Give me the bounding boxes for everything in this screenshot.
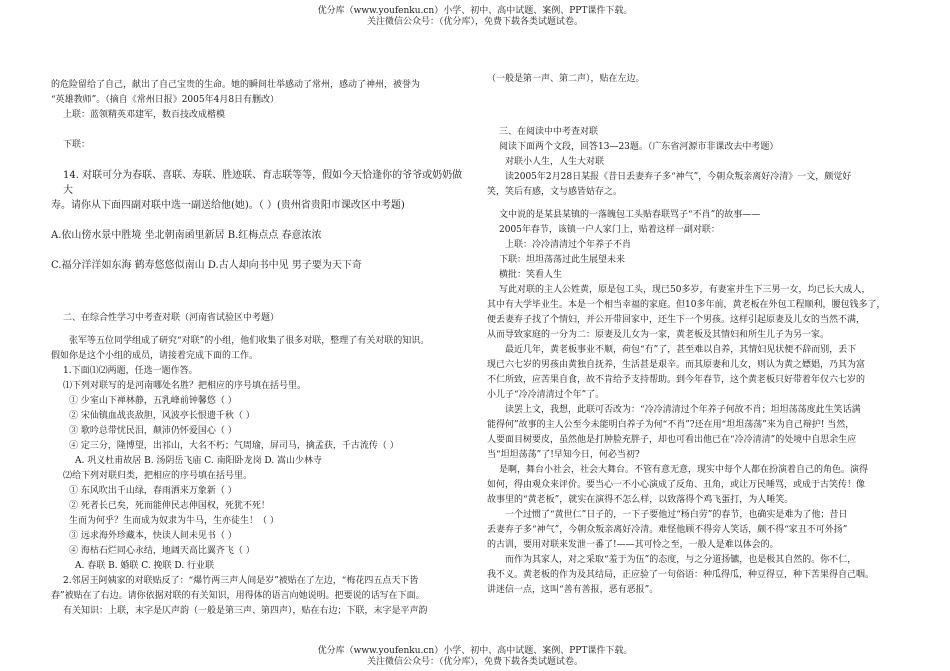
para-5-line-1: 是啊，舞台小社会，社会大舞台。不管有意无意，现实中每个人都在扮演着自己的角色。演得	[499, 465, 869, 475]
intro-line-1: 的危险留给了自己，献出了自己宝贵的生命。她的瞬间壮举感动了常州，感动了神州，被誉为	[51, 80, 421, 90]
upper-couplet: 上联：蓝领精英邓建军，数百技改成楷模	[63, 110, 226, 120]
header-line-2: 关注微信公众号：（优分库），免费下载各类试题试卷。	[366, 17, 583, 27]
story-horizontal-scroll: 横批：笑看人生	[499, 270, 563, 280]
section-3-heading: 三、在阅读中中考查对联	[499, 127, 599, 137]
couplet-item-2: ② 宋仙镇血战丧敌胆，风波亭长恨遗千秋（ ）	[69, 411, 255, 421]
para-6-line-2: 丢妻弃子多“神气”，今朝众叛亲离好冷清。难怪他顾不得旁人笑话，颇不得“家丑不可外扬”	[487, 525, 848, 535]
page-footer	[0, 646, 950, 668]
question-1: 1.下面⑴⑵两题，任选一题作答。	[63, 366, 198, 376]
header-line-1: 优分库（www.youfenku.cn）小学、初中、高中试题、案例、PPT课件下载。	[317, 6, 633, 16]
category-item-1: ① 东风吹出千山绿，春雨洒来万象新（ ）	[69, 486, 237, 496]
para-4-line-4: 当“坦坦荡荡”了!早知今日，何必当初?	[487, 450, 640, 460]
question-14-line-2: 寿。请你从下面四副对联中选一副送给他(她)。（ ）(贵州省贵阳市课改区中考题)	[51, 200, 405, 211]
category-options: A. 春联 B. 婚联 C. 挽联 D. 行业联	[75, 561, 215, 571]
right-column	[487, 72, 907, 598]
reading-para-1-line-1: 读2005年2月28日某报《昔日丢妻弃子多“神气”，今朝众叛亲离好冷清》一文，颇觉好	[505, 172, 852, 182]
intro-line-2: “英雄教师”。（摘自《常州日报》2005年4月8日有删改）	[51, 95, 280, 105]
story-context: 2005年春节，该镇一户人家门上，贴着这样一副对联：	[499, 225, 720, 235]
options-c-d: C.福分洋洋如东海 鹤寿悠悠似南山 D.古人却向书中见 男子要为天下奇	[51, 260, 362, 271]
reading-para-1-line-2: 笑，笑后有感，文与感皆姑存之。	[487, 187, 623, 197]
options-a-b: A.依山傍水景中胜境 坐北朝南函里新居 B.红梅点点 春意浓浓	[51, 230, 322, 241]
para-5-line-2: 如何，得由观众来评价。要当心一不小心演成了反角、丑角，或让万民唾骂，或成于古笑传！像	[487, 480, 866, 490]
question-2-line-2: 春”被贴在了右边。请你依据对联的有关知识，用得体的语言向她说明。把要说的话写在下面。	[51, 591, 425, 601]
para-6-line-3: 的古训，要用对联来发泄一番了!——其可怜之至，一般人是难以体会的。	[487, 540, 779, 550]
para-2-line-2: 其中有大学毕业生。本是一个相当幸福的家庭。但10多年前，黄老板在外包工程顺利，腰包钱多了，	[487, 300, 886, 310]
couplet-item-3: ③ 歌吟总带忧民泪，颠沛仍怀爱国心（ ）	[69, 426, 237, 436]
para-4-line-3: 人要面目树要皮，虽然他是打肿脸充胖子，却也可看出他已在“冷冷清清”的处境中自思余生应	[487, 435, 857, 445]
para-4-line-2: 能得何”故事的主人公至今未能明白养子为何“不肖”?还在用“坦坦荡荡”来为自己辩护! 当然，	[487, 420, 855, 430]
footer-line-2: 关注微信公众号：（优分库），免费下载各类试题试卷。	[366, 657, 583, 667]
question-2-line-3: 有关知识：上联，末字是仄声韵（一般是第三声、第四声），贴在右边；下联，末字是平声韵	[63, 606, 428, 616]
para-2-line-1: 写此对联的主人公姓黄，原是包工头，现已50多岁，有妻室并生下三男一女，均已长大成人，	[499, 285, 871, 295]
reading-instruction: 阅读下面两个文段，回答13—23题。（广东省河源市非课改去中考题）	[499, 142, 779, 152]
para-3-line-4: 小儿子“冷冷清清过个年”了。	[487, 390, 605, 400]
reading-title: 对联小人生，人生大对联	[505, 157, 605, 167]
section-2-heading: 二、在综合性学习中考查对联（河南省试验区中考题）	[63, 313, 280, 323]
para-4-line-1: 读罢上文，我想，此联可否改为：“冷冷清清过个年养子何故不肖；坦坦荡荡度此生笑话满	[505, 405, 861, 415]
para-3-line-3: 不仁所致，应苦果自食，故不肯给予支持帮助。到今年春节，这个黄老板只好带着年仅六七岁的	[487, 375, 866, 385]
category-item-2: ② 死者长已矣，死而能伸民志伸国权，死犹不死！	[69, 501, 270, 511]
left-column	[51, 78, 469, 619]
para-3-line-1: 最近几年，黄老板事业不顺，荷包“冇”了，甚至难以自养，其情妇见状便不辞而别，丢下	[505, 345, 857, 355]
continued-line: （一般是第一声、第二声），贴在左边。	[487, 74, 645, 84]
lower-couplet-blank: 下联：	[63, 140, 91, 150]
para-1-line-1: 张军等五位同学组成了研究“对联”的小组，他们收集了很多对联，整理了有关对联的知识。	[69, 336, 430, 346]
place-options: A. 巩义杜甫故居 B. 汤阴岳飞庙 C. 南阳卧龙岗 D. 嵩山少林寺	[75, 456, 323, 466]
para-2-line-4: 从而导致家庭的一分为二：原妻及儿女为一家，黄老板及其情妇和所生儿子为另一家。	[487, 330, 830, 340]
story-lower-couplet: 下联：坦坦荡荡过此生展望未来	[499, 255, 626, 265]
category-item-2-cont: 生而为何乎？生而成为奴隶为牛马，生亦徒生！（ ）	[69, 516, 279, 526]
para-1-line-2: 假如你是这个小组的成员，请接着完成下面的工作。	[51, 351, 259, 361]
question-2-line-1: 2.邻居王阿姨家的对联贴反了：“爆竹两三声人间是岁”被贴在了左边，“梅花四五点天下皆	[63, 576, 419, 586]
question-1-part-1: ⑴下列对联写的是河南哪处名胜？把相应的序号填在括号里。	[63, 381, 307, 391]
category-item-4: ④ 海枯石烂同心永结，地阔天高比翼齐飞（ ）	[69, 546, 255, 556]
couplet-item-4: ④ 定三分，隆博望，出祁山，大名不朽；气周瑜，屏司马，擒孟获，千古流传（ ）	[69, 441, 399, 451]
couplet-item-1: ① 少室山下禅林静，五乳峰前钟馨悠（ ）	[69, 396, 237, 406]
page-header	[0, 6, 950, 28]
para-5-line-3: 故事里的“黄老板”，就实在演得不怎么样，以致落得个鸡飞蛋打，为人唾笑。	[487, 495, 794, 505]
footer-line-1: 优分库（www.youfenku.cn）小学、初中、高中试题、案例、PPT课件下载。	[317, 646, 633, 656]
category-item-3: ③ 远求海外珍藏本，快读人间未见书（ ）	[69, 531, 237, 541]
para-7-line-1: 而作为其家人，对之采取“羞于为伍”的态度，与之分道扬镳，也是极其自然的。你不仁，	[505, 555, 857, 565]
para-7-line-2: 我不义。黄老板的作为及其结局，正应验了一句俗语：种瓜得瓜，种豆得豆，种下苦果得自己咽。	[487, 570, 875, 580]
para-6-line-1: 一个过惯了“黄世仁”日子的，一下子要他过“杨白劳”的春节，也确实是难为了他；昔日	[505, 510, 848, 520]
para-2-line-3: 便丢妻弃子找了个情妇，并公开带回家中，还生下一个男孩。这样引起原妻及儿女的当然不满，	[487, 315, 866, 325]
question-14-line-1: 14. 对联可分为春联、喜联、寿联、胜迹联、育志联等等，假如今天恰逢你的爷爷或奶奶做大	[63, 170, 463, 196]
question-1-part-2: ⑵给下列对联归类，把相应的序号填在括号里。	[63, 471, 253, 481]
para-3-line-2: 现已六七岁的男孩由黄独自抚养，生活甚是艰辛。而其原妻和儿女，则认为黄之嫖娼，乃其为富	[487, 360, 866, 370]
story-intro: 文中说的是某县某镇的一落魄包工头贴春联骂子“不肖”的故事——	[499, 210, 761, 220]
para-7-line-3: 讲迷信一点，这叫“善有善报，恶有恶报”。	[487, 585, 659, 595]
story-upper-couplet: 上联：冷冷清清过个年养子不肖	[505, 240, 632, 250]
